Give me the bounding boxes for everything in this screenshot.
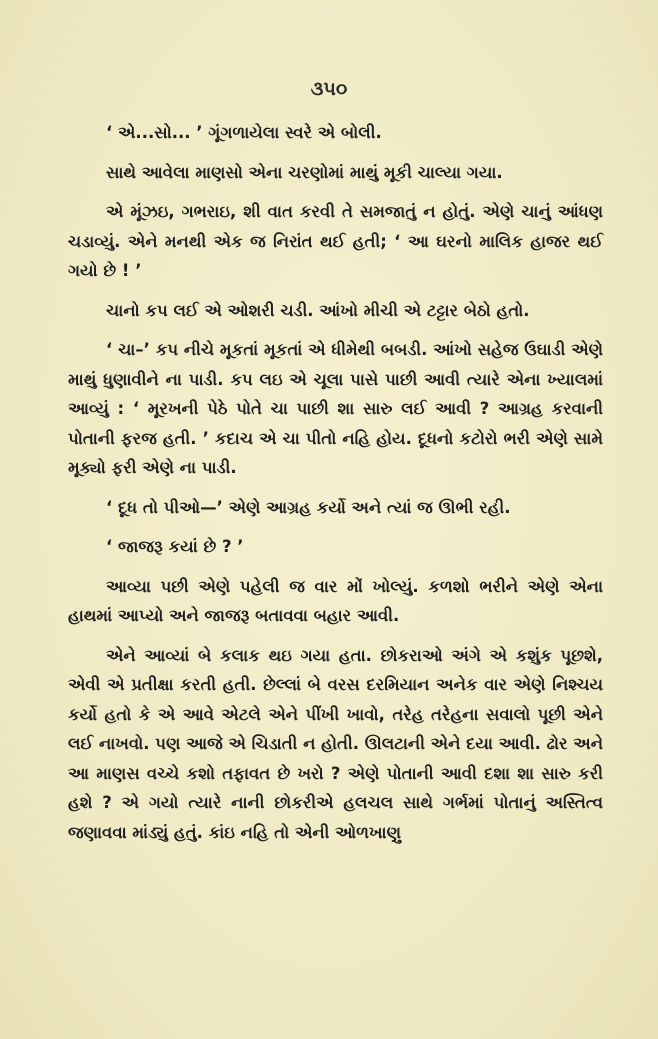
page-text: [68, 118, 603, 857]
paragraph: સાથે આવેલા માણસો એના ચરણોમાં માથું મૂકી ચાલ્યા ગયા.: [106, 162, 503, 182]
paragraph: ‘ દૂધ તો પીઓ—’ એણે આગ્રહ કર્યો અને ત્યાં જ ઊભી રહી.: [106, 497, 511, 517]
paragraph: ‘ ચા–’ કપ નીચે મૂકતાં મૂકતાં એ ધીમેથી બબડી. આંખો સહેજ ઉઘાડી એણે માથું ધુણાવીને ના પાડી. કપ લઇ એ ચૂલા પાસે પાછી આવી ત્યારે એના ખ્યાલમાં આવ્યું : ‘ મૂરખની પેઠે પોતે ચા પાછી શા સારુ લઈ આવી ? આગ્રહ કરવાની પોતાની ફરજ હતી. ’ કદાચ એ ચા પીતો નહિ હોય. દૂધનો કટોરો ભરી એણે સામે મૂક્યો ફરી એણે ના પાડી.: [68, 340, 603, 477]
paragraph: ‘ જાજરૂ કયાં છે ? ’: [106, 537, 244, 556]
paragraph: એ મૂંઝઇ, ગભરાઇ, શી વાત કરવી તે સમજાતું ન હોતું. એણે ચાનું આંધણ ચડાવ્યું. એને મનથી એક જ નિરાંત થઈ હતી; ‘ આ ઘરનો માલિક હાજર થઈ ગયો છે ! ’: [68, 202, 603, 280]
paragraph: આવ્યા પછી એણે પહેલી જ વાર મોં ખોલ્યું. કળશો ભરીને એણે એના હાથમાં આપ્યો અને જાજરૂ બતાવવા બહાર આવી.: [68, 576, 603, 625]
paragraph: ‘ એ...સો... ’ ગૂંગળાયેલા સ્વરે એ બોલી.: [106, 123, 382, 142]
paragraph: ચાનો કપ લઈ એ ઓશરી ચડી. આંખો મીચી એ ટટ્ટાર બેઠો હતો.: [106, 300, 530, 320]
page-number: ૩૫૦: [310, 78, 348, 100]
paragraph: એને આવ્યાં બે કલાક થઇ ગયા હતા. છોકરાઓ અંગે એ કશુંક પૂછશે, એવી એ પ્રતીક્ષા કરતી હતી. છેલ્લાં બે વરસ દરમિયાન અનેક વાર એણે નિશ્ચય કર્યો હતો કે એ આવે એટલે એને પીંખી ખાવો, તરેહ તરેહના સવાલો પૂછી એને લઈ નાખવો. પણ આજે એ ચિડાતી ન હોતી. ઊલટાની એને દયા આવી. ઢોર અને આ માણસ વચ્ચે કશો તફાવત છે ખરો ? એણે પોતાની આવી દશા શા સારુ કરી હશે ? એ ગયો ત્યારે નાની છોકરીએ હલચલ સાથે ગર્ભમાં પોતાનું અસ્તિત્વ જણાવવા માંડ્યું હતું. કાંઇ નહિ તો એની ઓળખાણુ: [68, 645, 603, 842]
